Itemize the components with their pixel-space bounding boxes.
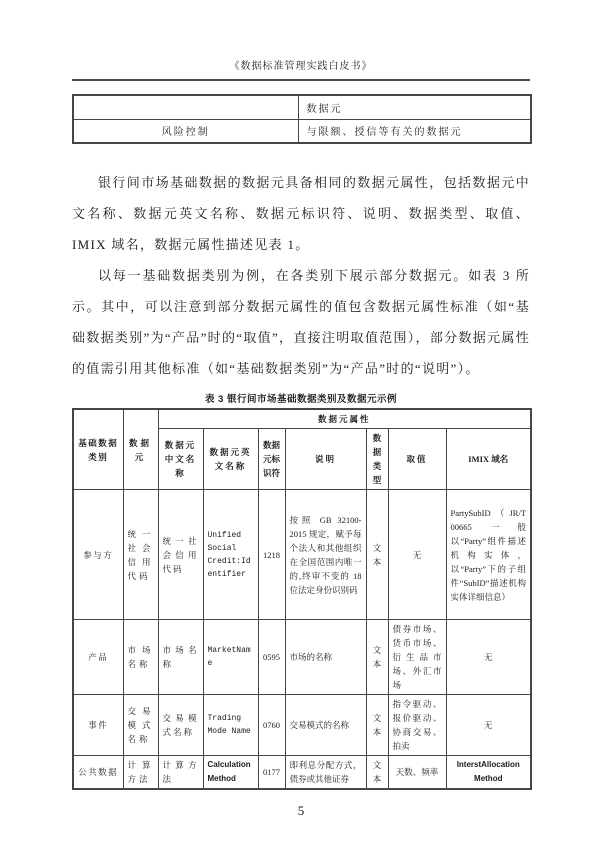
cell-data-type: 文本 [366, 695, 388, 756]
cell-category: 公共数据 [73, 756, 123, 790]
cell-category: 产品 [73, 620, 123, 695]
col-header-element: 数据元 [123, 409, 158, 490]
cell-description: 按照 GB 32100-2015 规定，赋予每个法人和其他组织在全国范围内唯一的,终审不变的 18 位法定身份识别码 [285, 490, 366, 620]
cell-data-type: 文本 [366, 756, 388, 790]
cell-identifier: 0760 [258, 695, 285, 756]
risk-control-table [72, 94, 532, 144]
cell-imix: 无 [446, 695, 531, 756]
cell-en-name: Trading Mode Name [203, 695, 258, 756]
cell-value: 数据元 [298, 95, 531, 119]
table-3 [72, 408, 532, 790]
cell-category [73, 95, 298, 119]
col-header-category: 基础数据类别 [73, 409, 123, 490]
cell-identifier: 0177 [258, 756, 285, 790]
table-row [73, 95, 531, 119]
cell-category: 风险控制 [73, 119, 298, 143]
col-header-description: 说明 [285, 429, 366, 490]
table-3-caption: 表 3 银行间市场基础数据类别及数据元示例 [204, 394, 398, 405]
cell-value: 与限额、授信等有关的数据元 [298, 119, 531, 143]
cell-identifier: 1218 [258, 490, 285, 620]
cell-cn-name: 计算方法 [158, 756, 203, 790]
col-header-value: 取值 [388, 429, 446, 490]
cell-description: 即利息分配方式，债券或其他证券 [285, 756, 366, 790]
cell-category: 参与方 [73, 490, 123, 620]
cell-identifier: 0595 [258, 620, 285, 695]
table-row [73, 620, 531, 695]
cell-cn-name: 统一社会信用代码 [158, 490, 203, 620]
group-header-attributes: 数据元属性 [158, 409, 531, 429]
cell-imix: 无 [446, 620, 531, 695]
cell-value: 天数、频率 [388, 756, 446, 790]
cell-element: 市场名称 [123, 620, 158, 695]
cell-category: 事件 [73, 695, 123, 756]
cell-imix: PartySubID（JR/T 00665 一般以“Party”组件描述机构实体，以“Party”下的子组件“SubID”描述机构实体详细信息） [446, 490, 531, 620]
document-header [72, 57, 530, 81]
cell-data-type: 文本 [366, 620, 388, 695]
cell-description: 交易模式的名称 [285, 695, 366, 756]
cell-en-name: Calculation Method [203, 756, 258, 790]
col-header-cn-name: 数据元中文名称 [158, 429, 203, 490]
cell-value: 指令驱动、报价驱动、协商交易、拍卖 [388, 695, 446, 756]
body-text [72, 167, 530, 384]
cell-en-name: MarketName [203, 620, 258, 695]
document-title: 《数据标准管理实践白皮书》 [229, 61, 373, 72]
cell-description: 市场的名称 [285, 620, 366, 695]
cell-data-type: 文本 [366, 490, 388, 620]
cell-en-name: Unified Social Credit:Identifier [203, 490, 258, 620]
paragraph-1: 银行间市场基础数据的数据元具备相同的数据元属性，包括数据元中文名称、数据元英文名称、数据元标识符、说明、数据类型、取值、IMIX 域名，数据元属性描述见表 1。 [72, 175, 530, 252]
col-header-identifier: 数据元标识符 [258, 429, 285, 490]
col-header-data-type: 数据类型 [366, 429, 388, 490]
table-header-row [73, 409, 531, 429]
cell-cn-name: 市场名称 [158, 620, 203, 695]
cell-element: 交易模式名称 [123, 695, 158, 756]
table-row [73, 756, 531, 790]
table-row [73, 119, 531, 143]
col-header-en-name: 数据元英文名称 [203, 429, 258, 490]
page-content [72, 0, 530, 819]
cell-value: 债券市场、货币市场、衍生品市场、外汇市场 [388, 620, 446, 695]
table-row [73, 695, 531, 756]
table-row [73, 490, 531, 620]
cell-cn-name: 交易模式名称 [158, 695, 203, 756]
col-header-imix: IMIX 域名 [446, 429, 531, 490]
cell-element: 统一社会信用代码 [123, 490, 158, 620]
cell-imix: InterstAllocation Method [446, 756, 531, 790]
page-number: 5 [297, 803, 305, 818]
cell-value: 无 [388, 490, 446, 620]
cell-element: 计算方法 [123, 756, 158, 790]
paragraph-2: 以每一基础数据类别为例，在各类别下展示部分数据元。如表 3 所示。其中，可以注意到部分数据元属性的值包含数据元属性标准（如“基础数据类别”为“产品”时的“取值”，直接注明取值范围），部分数据元属性的值需引用其他标准（如“基础数据类别”为“产品”时的“说明”）。 [72, 268, 530, 376]
